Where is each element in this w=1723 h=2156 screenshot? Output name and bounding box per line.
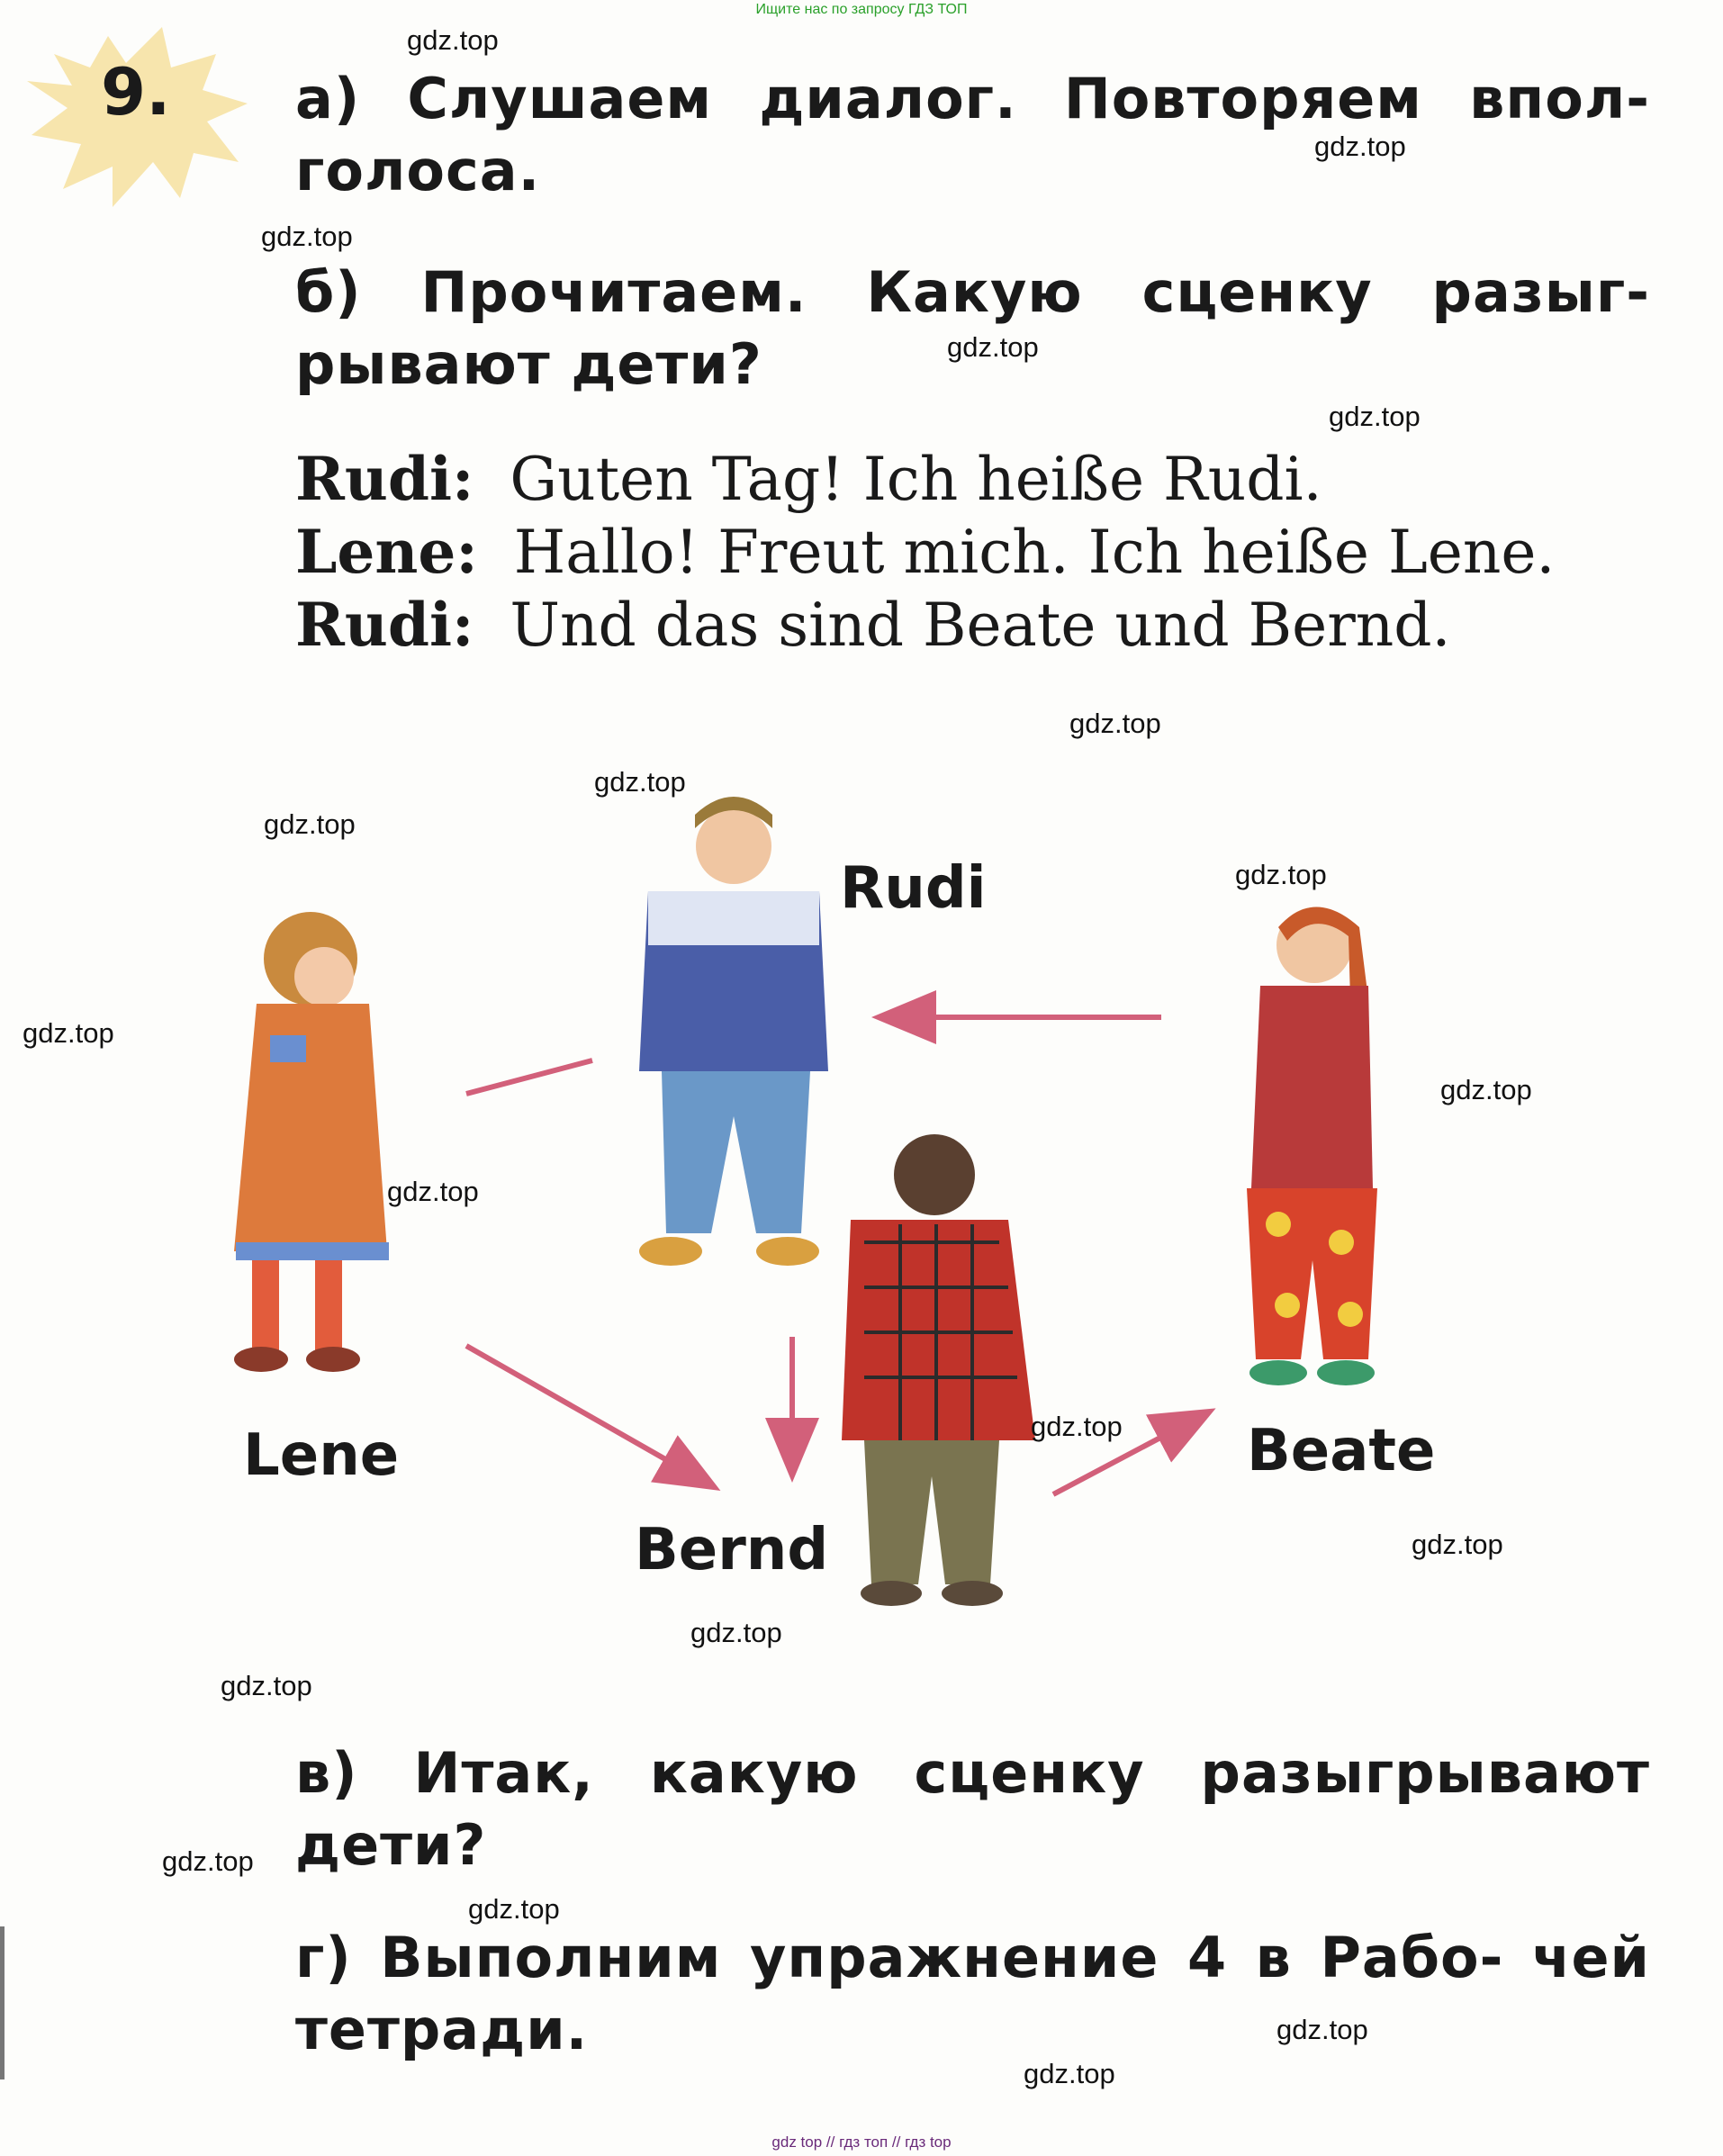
watermark: gdz.top: [690, 1617, 782, 1648]
watermark: gdz.top: [594, 766, 686, 798]
watermark: gdz.top: [261, 221, 353, 252]
label-rudi: Rudi: [840, 855, 987, 922]
dialog-line: [295, 516, 1655, 589]
margin-rule: [0, 1926, 5, 2079]
dialog-text: Hallo! Freut mich. Ich heiße Lene.: [513, 518, 1556, 587]
label-lene: Lene: [243, 1422, 400, 1489]
watermark: gdz.top: [1412, 1529, 1503, 1560]
watermark: gdz.top: [1276, 2014, 1368, 2045]
dialog-speaker: Rudi:: [295, 444, 474, 514]
watermark: gdz.top: [1235, 859, 1327, 890]
dialog-line: [295, 443, 1655, 516]
dialog-text: Und das sind Beate und Bernd.: [510, 591, 1451, 660]
watermark: gdz.top: [1024, 2058, 1115, 2089]
watermark: gdz.top: [1069, 708, 1161, 739]
bottom-banner: gdz top // гдз топ // гдз top: [771, 2133, 952, 2151]
task-v: в) Итак, какую сценку разыгрывают дети?: [295, 1740, 1650, 1878]
watermark: gdz.top: [264, 808, 356, 840]
watermark: gdz.top: [1440, 1074, 1532, 1105]
lene-figure: [234, 912, 389, 1372]
watermark: gdz.top: [468, 1893, 560, 1925]
bernd-figure: [842, 1134, 1035, 1606]
watermark: gdz.top: [387, 1176, 479, 1207]
watermark: gdz.top: [23, 1017, 114, 1049]
dialog-line: [295, 589, 1655, 662]
label-beate: Beate: [1247, 1418, 1436, 1484]
watermark: gdz.top: [1031, 1411, 1123, 1442]
watermark: gdz.top: [162, 1845, 254, 1877]
dialog-text: Guten Tag! Ich heiße Rudi.: [510, 445, 1322, 514]
dialog-speaker: Rudi:: [295, 590, 474, 660]
task-b: б) Прочитаем. Какую сценку разыг- рывают дети?: [295, 259, 1650, 397]
task-a: а) Слушаем диалог. Повторяем впол- голоса.: [295, 66, 1650, 203]
dialog: [295, 443, 1655, 662]
arrow-lene-to-bernd: [466, 1346, 711, 1485]
watermark: gdz.top: [1329, 401, 1421, 432]
watermark: gdz.top: [947, 331, 1039, 363]
rudi-figure: [639, 797, 828, 1266]
exercise-number: 9.: [101, 54, 171, 130]
watermark: gdz.top: [221, 1670, 312, 1701]
task-g: г) Выполним упражнение 4 в Рабо- чей тетради.: [295, 1925, 1650, 2062]
top-banner: Ищите нас по запросу ГДЗ ТОП: [755, 2, 968, 17]
arrow-lene-rudi: [466, 1060, 592, 1094]
beate-figure: [1247, 907, 1377, 1386]
watermark: gdz.top: [407, 24, 499, 56]
watermark: gdz.top: [1314, 131, 1406, 162]
dialog-speaker: Lene:: [295, 517, 478, 587]
label-bernd: Bernd: [635, 1517, 829, 1583]
